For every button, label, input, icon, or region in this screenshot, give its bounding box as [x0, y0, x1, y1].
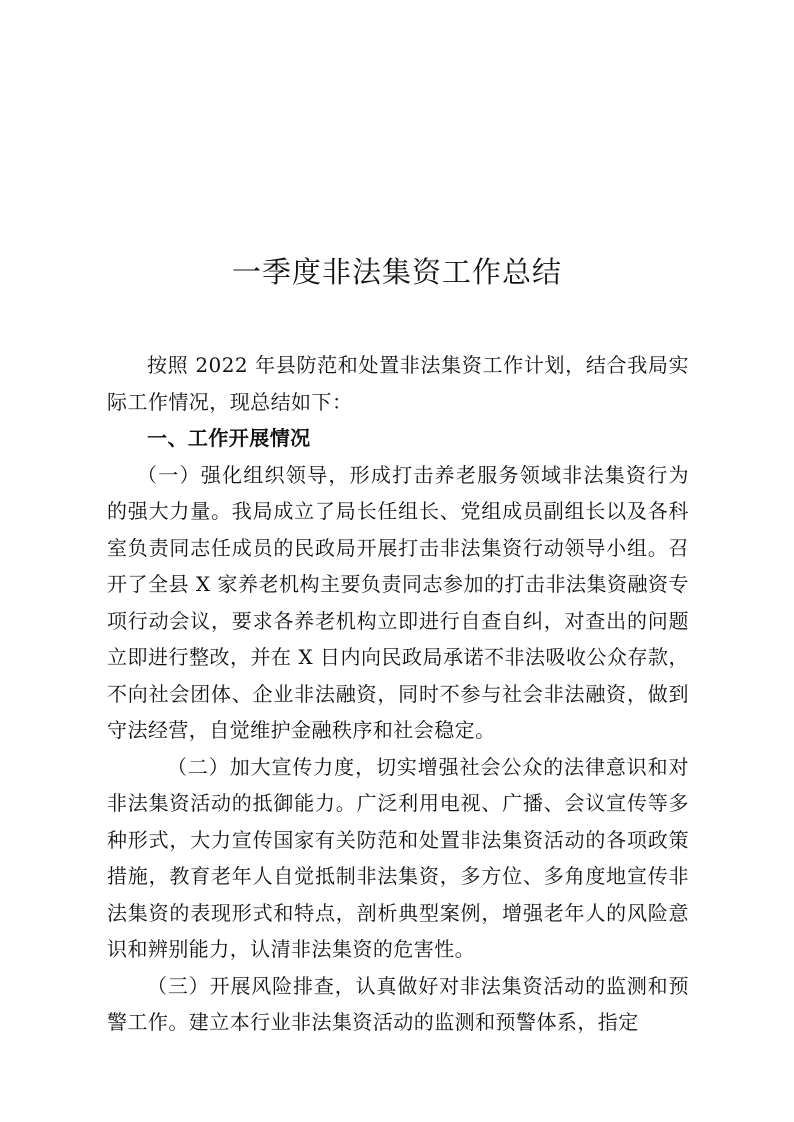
section-heading: 一、工作开展情况	[147, 426, 311, 450]
document-title: 一季度非法集资工作总结	[231, 255, 562, 289]
intro-paragraph: 按照 2022 年县防范和处置非法集资工作计划，结合我局实际工作情况，现总结如下：	[107, 353, 689, 414]
document-body	[107, 347, 689, 1041]
paragraph-risk-check: （三）开展风险排查，认真做好对非法集资活动的监测和预警工作。建立本行业非法集资活动的监测和预警体系，指定	[107, 973, 689, 1034]
paragraph-organization: （一）强化组织领导，形成打击养老服务领域非法集资行为的强大力量。我局成立了局长任组长、党组成员副组长以及各科室负责同志任成员的民政局开展打击非法集资行动领导小组。召开了全县 X 家养老机构主要负责同志参加的打击非法集资融资专项行动会议，要求各养老机构立即进行自查自纠，对查出的问题立即进行整改，并在 X 日内向民政局承诺不非法吸收公众存款，不向社会团体、企业非法融资，同时不参与社会非法融资，做到守法经营，自觉维护金融秩序和社会稳定。	[107, 462, 689, 742]
paragraph-publicity: （二）加大宣传力度，切实增强社会公众的法律意识和对非法集资活动的抵御能力。广泛利用电视、广播、会议宣传等多种形式，大力宣传国家有关防范和处置非法集资活动的各项政策措施，教育老年人自觉抵制非法集资，多方位、多角度地宣传非法集资的表现形式和特点，剖析典型案例，增强老年人的风险意识和辨别能力，认清非法集资的危害性。	[107, 754, 689, 961]
